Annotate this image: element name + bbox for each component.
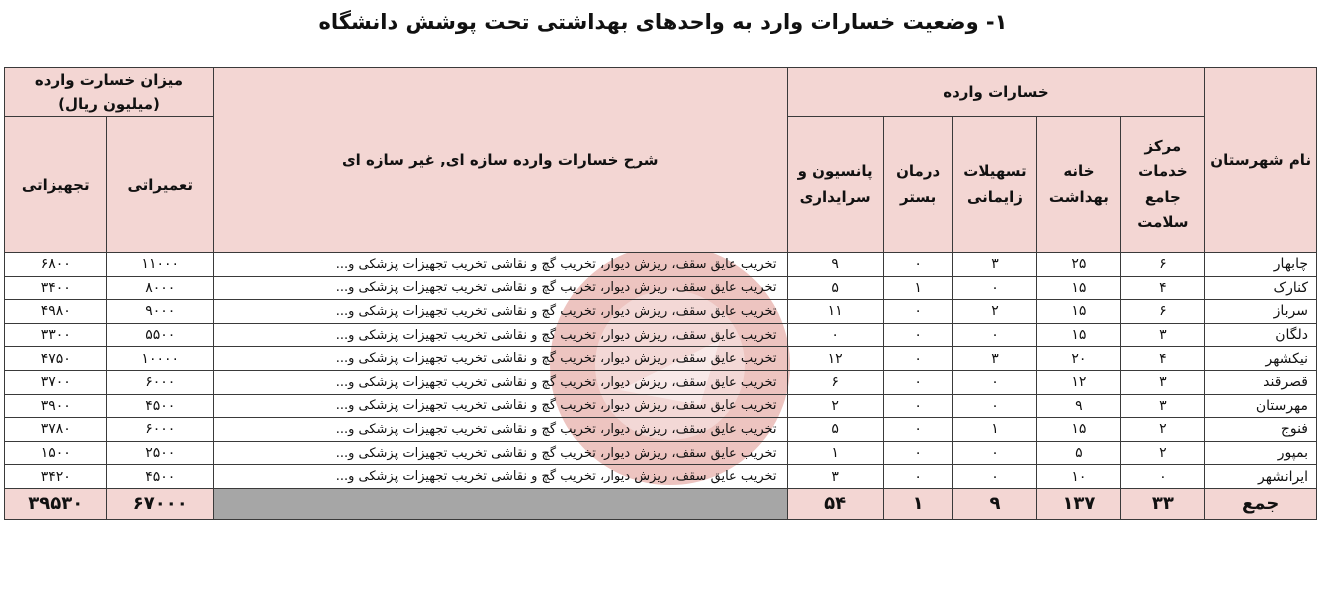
cell-maternity: ۰ [953,323,1037,347]
cell-health-house: ۱۲ [1037,370,1121,394]
cell-maternity: ۰ [953,465,1037,489]
cell-health-house: ۵ [1037,441,1121,465]
cell-equipment: ۶۸۰۰ [5,253,107,277]
cell-center: ۲ [1121,418,1205,442]
cell-description: تخریب عایق سقف، ریزش دیوار، تخریب گچ و نقاشی تخریب تجهیزات پزشکی و... [213,418,787,442]
header-city: نام شهرستان [1205,68,1317,253]
cell-inpatient: ۰ [883,441,953,465]
header-repair: تعمیراتی [107,117,214,253]
cell-center: ۶ [1121,300,1205,324]
cell-equipment: ۴۹۸۰ [5,300,107,324]
cell-center: ۰ [1121,465,1205,489]
cell-description: تخریب عایق سقف، ریزش دیوار، تخریب گچ و نقاشی تخریب تجهیزات پزشکی و... [213,276,787,300]
cell-maternity: ۰ [953,370,1037,394]
cell-repair: ۵۵۰۰ [107,323,214,347]
cell-city: سرباز [1205,300,1317,324]
cell-inpatient: ۰ [883,300,953,324]
cell-center: ۲ [1121,441,1205,465]
cell-pension: ۲ [787,394,883,418]
cell-description: تخریب عایق سقف، ریزش دیوار، تخریب گچ و نقاشی تخریب تجهیزات پزشکی و... [213,465,787,489]
header-amount-group: میزان خسارت وارده (میلیون ریال) [5,68,214,117]
cell-pension: ۱ [787,441,883,465]
total-health-house: ۱۳۷ [1037,488,1121,519]
cell-description: تخریب عایق سقف، ریزش دیوار، تخریب گچ و نقاشی تخریب تجهیزات پزشکی و... [213,347,787,371]
cell-equipment: ۱۵۰۰ [5,441,107,465]
table-row [5,323,1317,347]
total-inpatient: ۱ [883,488,953,519]
table-row [5,347,1317,371]
table-row [5,370,1317,394]
cell-maternity: ۰ [953,394,1037,418]
cell-health-house: ۱۵ [1037,276,1121,300]
cell-inpatient: ۰ [883,394,953,418]
cell-health-house: ۱۵ [1037,418,1121,442]
cell-pension: ۱۲ [787,347,883,371]
cell-repair: ۴۵۰۰ [107,394,214,418]
cell-center: ۳ [1121,323,1205,347]
cell-inpatient: ۱ [883,276,953,300]
cell-description: تخریب عایق سقف، ریزش دیوار، تخریب گچ و نقاشی تخریب تجهیزات پزشکی و... [213,323,787,347]
cell-city: دلگان [1205,323,1317,347]
cell-pension: ۳ [787,465,883,489]
cell-health-house: ۲۵ [1037,253,1121,277]
header-damages-group: خسارات وارده [787,68,1205,117]
cell-repair: ۸۰۰۰ [107,276,214,300]
table-row [5,394,1317,418]
cell-repair: ۴۵۰۰ [107,465,214,489]
cell-city: مهرستان [1205,394,1317,418]
cell-description: تخریب عایق سقف، ریزش دیوار، تخریب گچ و نقاشی تخریب تجهیزات پزشکی و... [213,253,787,277]
cell-repair: ۱۰۰۰۰ [107,347,214,371]
cell-pension: ۶ [787,370,883,394]
cell-health-house: ۲۰ [1037,347,1121,371]
cell-inpatient: ۰ [883,370,953,394]
cell-description: تخریب عایق سقف، ریزش دیوار، تخریب گچ و نقاشی تخریب تجهیزات پزشکی و... [213,441,787,465]
cell-inpatient: ۰ [883,418,953,442]
cell-equipment: ۳۴۰۰ [5,276,107,300]
cell-center: ۶ [1121,253,1205,277]
table-row [5,465,1317,489]
cell-city: فنوج [1205,418,1317,442]
cell-pension: ۵ [787,418,883,442]
total-repair: ۶۷۰۰۰ [107,488,214,519]
total-description-empty [213,488,787,519]
cell-equipment: ۳۷۸۰ [5,418,107,442]
cell-city: ایرانشهر [1205,465,1317,489]
table-row [5,418,1317,442]
cell-city: چابهار [1205,253,1317,277]
page-title: ۱- وضعیت خسارات وارد به واحدهای بهداشتی تحت پوشش دانشگاه [318,10,1008,34]
cell-equipment: ۳۹۰۰ [5,394,107,418]
header-pension: پانسیون و سرایداری [787,117,883,253]
cell-maternity: ۱ [953,418,1037,442]
cell-equipment: ۴۷۵۰ [5,347,107,371]
table-row [5,441,1317,465]
cell-center: ۳ [1121,394,1205,418]
cell-center: ۴ [1121,347,1205,371]
cell-maternity: ۲ [953,300,1037,324]
total-label: جمع [1205,488,1317,519]
cell-city: نیکشهر [1205,347,1317,371]
cell-city: کنارک [1205,276,1317,300]
header-health-house: خانه بهداشت [1037,117,1121,253]
cell-repair: ۱۱۰۰۰ [107,253,214,277]
cell-maternity: ۰ [953,276,1037,300]
cell-maternity: ۳ [953,347,1037,371]
table-row [5,253,1317,277]
cell-equipment: ۳۷۰۰ [5,370,107,394]
cell-repair: ۶۰۰۰ [107,370,214,394]
cell-maternity: ۰ [953,441,1037,465]
cell-health-house: ۱۵ [1037,300,1121,324]
cell-center: ۴ [1121,276,1205,300]
table-row [5,300,1317,324]
cell-center: ۳ [1121,370,1205,394]
cell-inpatient: ۰ [883,253,953,277]
cell-description: تخریب عایق سقف، ریزش دیوار، تخریب گچ و نقاشی تخریب تجهیزات پزشکی و... [213,394,787,418]
cell-health-house: ۹ [1037,394,1121,418]
damage-table [4,67,1317,520]
cell-pension: ۱۱ [787,300,883,324]
table-row [5,276,1317,300]
cell-description: تخریب عایق سقف، ریزش دیوار، تخریب گچ و نقاشی تخریب تجهیزات پزشکی و... [213,370,787,394]
cell-equipment: ۳۴۲۰ [5,465,107,489]
cell-equipment: ۳۳۰۰ [5,323,107,347]
cell-pension: ۵ [787,276,883,300]
cell-inpatient: ۰ [883,347,953,371]
cell-pension: ۰ [787,323,883,347]
cell-pension: ۹ [787,253,883,277]
header-description: شرح خسارات وارده سازه ای, غیر سازه ای [213,68,787,253]
total-pension: ۵۴ [787,488,883,519]
cell-city: بمپور [1205,441,1317,465]
cell-inpatient: ۰ [883,465,953,489]
total-equipment: ۳۹۵۳۰ [5,488,107,519]
total-maternity: ۹ [953,488,1037,519]
cell-repair: ۲۵۰۰ [107,441,214,465]
cell-maternity: ۳ [953,253,1037,277]
cell-health-house: ۱۰ [1037,465,1121,489]
cell-health-house: ۱۵ [1037,323,1121,347]
header-center: مرکز خدمات جامع سلامت [1121,117,1205,253]
cell-inpatient: ۰ [883,323,953,347]
header-inpatient: درمان بستر [883,117,953,253]
cell-description: تخریب عایق سقف، ریزش دیوار، تخریب گچ و نقاشی تخریب تجهیزات پزشکی و... [213,300,787,324]
cell-repair: ۹۰۰۰ [107,300,214,324]
header-maternity: تسهیلات زایمانی [953,117,1037,253]
cell-city: قصرقند [1205,370,1317,394]
header-equipment: تجهیزاتی [5,117,107,253]
cell-repair: ۶۰۰۰ [107,418,214,442]
total-center: ۳۳ [1121,488,1205,519]
